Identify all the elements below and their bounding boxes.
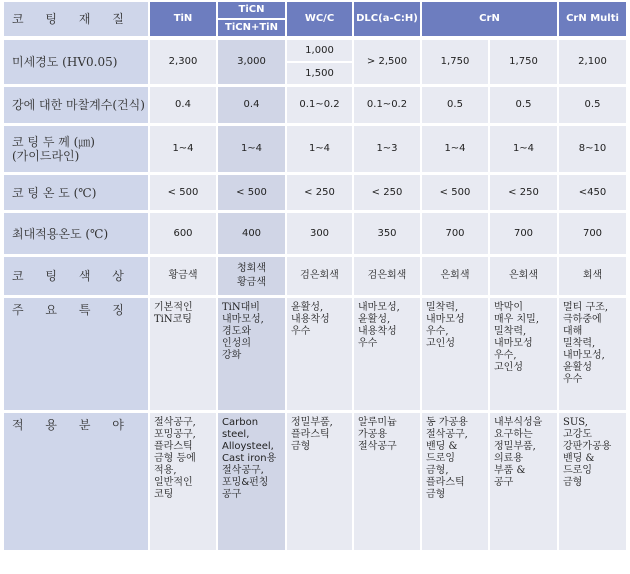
applications-ticn: Carbon steel, Alloysteel, Cast iron용 절삭공구, 포밍&펀칭 공구 <box>218 413 285 550</box>
temp-tin: < 500 <box>150 175 216 210</box>
header-ticn: TiCN <box>218 2 285 18</box>
hardness-crn1: 1,750 <box>422 40 488 84</box>
row-label-maxtemp: 최대적용온도 (℃) <box>4 213 148 254</box>
thickness-dlc: 1~3 <box>354 126 420 172</box>
features-ticn: TiN대비 내마모성, 경도와 인성의 강화 <box>218 298 285 410</box>
temp-crn1: < 500 <box>422 175 488 210</box>
header-wcc: WC/C <box>287 2 352 36</box>
color-crn2: 은회색 <box>490 257 557 295</box>
temp-ticn: < 500 <box>218 175 285 210</box>
temp-crn2: < 250 <box>490 175 557 210</box>
hardness-dlc: > 2,500 <box>354 40 420 84</box>
header-ticn-tin: TiCN+TiN <box>218 20 285 36</box>
thickness-ticn: 1~4 <box>218 126 285 172</box>
features-crn2: 박막이 매우 치밀, 밀착력, 내마모성 우수, 고인성 <box>490 298 557 410</box>
maxtemp-tin: 600 <box>150 213 216 254</box>
row-label-hardness: 미세경도 (HV0.05) <box>4 40 148 84</box>
hardness-crn2: 1,750 <box>490 40 557 84</box>
maxtemp-wcc: 300 <box>287 213 352 254</box>
maxtemp-crn2: 700 <box>490 213 557 254</box>
hardness-tin: 2,300 <box>150 40 216 84</box>
thickness-wcc: 1~4 <box>287 126 352 172</box>
friction-ticn: 0.4 <box>218 87 285 123</box>
temp-wcc: < 250 <box>287 175 352 210</box>
row-label-temp: 코 팅 온 도 (℃) <box>4 175 148 210</box>
friction-tin: 0.4 <box>150 87 216 123</box>
temp-multi: <450 <box>559 175 626 210</box>
color-tin: 황금색 <box>150 257 216 295</box>
thickness-tin: 1~4 <box>150 126 216 172</box>
features-multi: 멀티 구조, 극하중에 대해 밀착력, 내마모성, 윤활성 우수 <box>559 298 626 410</box>
applications-multi: SUS, 고강도 강판가공용 밴딩 & 드로잉 금형 <box>559 413 626 550</box>
friction-crn2: 0.5 <box>490 87 557 123</box>
hardness-wcc-bottom: 1,500 <box>287 63 352 84</box>
color-wcc: 검은회색 <box>287 257 352 295</box>
maxtemp-dlc: 350 <box>354 213 420 254</box>
hardness-wcc-top: 1,000 <box>287 40 352 61</box>
row-label-features: 주 요 특 징 <box>4 298 148 410</box>
color-dlc: 검은회색 <box>354 257 420 295</box>
maxtemp-multi: 700 <box>559 213 626 254</box>
header-label-cell: 코 팅 재 질 <box>4 2 148 36</box>
features-wcc: 윤활성, 내용착성 우수 <box>287 298 352 410</box>
applications-wcc: 정밀부품, 플라스틱 금형 <box>287 413 352 550</box>
thickness-multi: 8~10 <box>559 126 626 172</box>
header-dlc: DLC(a-C:H) <box>354 2 420 36</box>
color-multi: 회색 <box>559 257 626 295</box>
friction-multi: 0.5 <box>559 87 626 123</box>
thickness-crn2: 1~4 <box>490 126 557 172</box>
header-crn: CrN <box>422 2 557 36</box>
row-label-friction: 강에 대한 마찰계수(건식) <box>4 87 148 123</box>
hardness-ticn: 3,000 <box>218 40 285 84</box>
color-ticn: 청회색 황금색 <box>218 257 285 295</box>
applications-crn1: 동 가공용 절삭공구, 밴딩 & 드로잉 금형, 플라스틱 금형 <box>422 413 488 550</box>
applications-dlc: 알루미늄 가공용 절삭공구 <box>354 413 420 550</box>
header-tin: TiN <box>150 2 216 36</box>
friction-crn1: 0.5 <box>422 87 488 123</box>
thickness-crn1: 1~4 <box>422 126 488 172</box>
friction-dlc: 0.1~0.2 <box>354 87 420 123</box>
color-crn1: 은회색 <box>422 257 488 295</box>
header-crn-multi: CrN Multi <box>559 2 626 36</box>
temp-dlc: < 250 <box>354 175 420 210</box>
maxtemp-ticn: 400 <box>218 213 285 254</box>
applications-crn2: 내부식성을 요구하는 정밀부품, 의료용 부품 & 공구 <box>490 413 557 550</box>
maxtemp-crn1: 700 <box>422 213 488 254</box>
applications-tin: 절삭공구, 포밍공구, 플라스틱 금형 등에 적용, 일반적인 코팅 <box>150 413 216 550</box>
features-crn1: 밀착력, 내마모성 우수, 고인성 <box>422 298 488 410</box>
row-label-applications: 적 용 분 야 <box>4 413 148 550</box>
row-label-color: 코 팅 색 상 <box>4 257 148 295</box>
friction-wcc: 0.1~0.2 <box>287 87 352 123</box>
row-label-thickness: 코 팅 두 께 (㎛) (가이드라인) <box>4 126 148 172</box>
features-tin: 기본적인 TiN코팅 <box>150 298 216 410</box>
features-dlc: 내마모성, 윤활성, 내용착성 우수 <box>354 298 420 410</box>
hardness-multi: 2,100 <box>559 40 626 84</box>
